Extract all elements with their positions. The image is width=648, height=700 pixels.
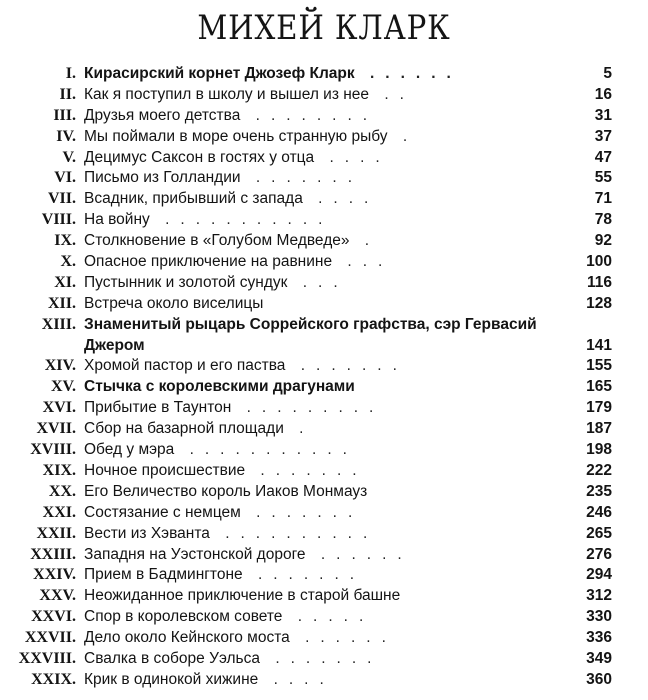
chapter-entry <box>84 670 572 691</box>
chapter-title: Прибытие в Таунтон <box>84 399 232 417</box>
page-number: 276 <box>586 545 612 563</box>
chapter-entry <box>84 189 572 210</box>
chapter-title: Крик в одинокой хижине <box>84 670 259 688</box>
chapter-number: XIX. <box>42 461 76 479</box>
chapter-number: XVI. <box>42 399 76 417</box>
chapter-entry <box>84 524 572 545</box>
chapter-title: Столкновение в «Голубом Медведе» <box>84 232 350 250</box>
toc-row <box>0 252 648 273</box>
page-number: 294 <box>586 566 612 584</box>
chapter-entry <box>84 461 572 482</box>
dot-leader: ...... <box>305 545 413 563</box>
page-number: 155 <box>586 357 612 375</box>
toc-row <box>0 189 648 210</box>
chapter-title: Встреча около виселицы <box>84 294 264 312</box>
toc-row <box>0 607 648 628</box>
toc-row <box>0 398 648 419</box>
chapter-title: Его Величество король Иаков Монмауз <box>84 482 368 500</box>
dot-leader: . <box>283 420 315 438</box>
chapter-number: XVIII. <box>30 441 76 459</box>
dot-leader: ....... <box>260 649 383 667</box>
dot-leader: ......... <box>231 399 385 417</box>
chapter-number: XI. <box>54 273 76 291</box>
chapter-entry <box>84 64 572 85</box>
page-number: 31 <box>594 106 612 124</box>
page-number: 336 <box>586 629 612 647</box>
toc-row <box>0 315 648 357</box>
dot-leader: .... <box>258 670 335 688</box>
chapter-title: Дело около Кейнского моста <box>84 629 290 647</box>
dot-leader: ..... <box>282 608 375 626</box>
chapter-entry <box>84 545 572 566</box>
chapter-title: Кирасирский корнет Джозеф Кларк <box>84 65 355 82</box>
page-number: 47 <box>594 148 612 166</box>
chapter-title: Хромой пастор и его паства <box>84 357 286 375</box>
dot-leader: ....... <box>285 357 408 375</box>
dot-leader: ... <box>332 253 394 271</box>
chapter-entry <box>84 210 572 231</box>
page-number: 37 <box>594 127 612 145</box>
chapter-title: Прием в Бадмингтоне <box>84 566 243 584</box>
page-number: 187 <box>586 420 612 438</box>
page-number: 330 <box>586 608 612 626</box>
chapter-number: XXVI. <box>31 608 76 626</box>
chapter-number: VIII. <box>41 211 76 229</box>
chapter-title: Знаменитый рыцарь Соррейского графства, сэр Гервасий Джером <box>84 315 537 354</box>
toc-row <box>0 231 648 252</box>
chapter-number: XII. <box>47 294 76 312</box>
page-number: 128 <box>586 294 612 312</box>
chapter-number: XXV. <box>39 587 76 605</box>
toc-row <box>0 294 648 315</box>
dot-leader: .... <box>302 190 380 208</box>
chapter-number: XV. <box>50 378 76 396</box>
toc-row <box>0 524 648 545</box>
toc-row <box>0 106 648 127</box>
chapter-entry <box>84 565 572 586</box>
toc-row <box>0 545 648 566</box>
toc-row <box>0 565 648 586</box>
chapter-number: XIII. <box>41 315 76 333</box>
page-number: 141 <box>586 336 612 354</box>
page-number: 5 <box>603 65 612 82</box>
dot-leader: ........... <box>149 211 334 229</box>
toc-row <box>0 168 648 189</box>
chapter-number: XXVIII. <box>18 649 76 667</box>
chapter-entry <box>84 106 572 127</box>
chapter-title: Свалка в соборе Уэльса <box>84 649 261 667</box>
chapter-entry <box>84 294 572 315</box>
chapter-title: Как я поступил в школу и вышел из нее <box>84 85 370 103</box>
book-title: МИХЕЙ КЛАРК <box>197 8 451 48</box>
dot-leader: ... <box>287 273 349 291</box>
toc-row <box>0 273 648 294</box>
page-number: 349 <box>586 649 612 667</box>
dot-leader: .... <box>314 148 391 166</box>
chapter-title: Ночное происшествие <box>84 461 246 479</box>
chapter-title: Неожиданное приключение в старой башне <box>84 587 401 605</box>
toc-row <box>0 670 648 691</box>
chapter-entry <box>84 440 572 461</box>
chapter-entry <box>84 148 572 169</box>
chapter-title: Всадник, прибывший с запада <box>84 190 303 208</box>
chapter-number: II. <box>59 85 76 103</box>
chapter-number: I. <box>65 65 76 82</box>
chapter-entry <box>84 168 572 189</box>
page-number: 71 <box>594 190 612 208</box>
page-number: 360 <box>586 670 612 688</box>
chapter-title: Децимус Саксон в гостях у отца <box>84 148 315 166</box>
chapter-number: VI. <box>54 169 76 187</box>
chapter-title: Пустынник и золотой сундук <box>84 273 288 291</box>
dot-leader: .......... <box>209 524 379 542</box>
toc-row <box>0 419 648 440</box>
chapter-title: Стычка с королевскими драгунами <box>84 378 355 396</box>
page-number: 246 <box>586 503 612 521</box>
page-number: 55 <box>594 169 612 187</box>
chapter-entry <box>84 586 572 607</box>
page-number: 16 <box>594 85 612 103</box>
toc-row <box>0 210 648 231</box>
page-number: 78 <box>594 211 612 229</box>
dot-leader: ....... <box>245 461 368 479</box>
chapter-number: XXVII. <box>24 629 76 647</box>
chapter-number: XX. <box>48 482 76 500</box>
chapter-title: Друзья моего детства <box>84 106 241 124</box>
chapter-number: XIV. <box>44 357 76 375</box>
chapter-entry <box>84 231 572 252</box>
page-number: 165 <box>586 378 612 396</box>
dot-leader: ........... <box>174 441 358 459</box>
page-number: 265 <box>586 524 612 542</box>
dot-leader: .. <box>369 85 415 103</box>
page-number: 198 <box>586 441 612 459</box>
table-of-contents <box>0 64 648 696</box>
chapter-number: IV. <box>56 127 76 145</box>
chapter-title: Западня на Уэстонской дороге <box>84 545 306 563</box>
chapter-title: Опасное приключение на равнине <box>84 253 333 271</box>
toc-row <box>0 461 648 482</box>
toc-row <box>0 482 648 503</box>
chapter-title: Мы поймали в море очень странную рыбу <box>84 127 388 145</box>
chapter-entry <box>84 482 572 503</box>
page-number: 92 <box>594 232 612 250</box>
chapter-entry <box>84 398 572 419</box>
chapter-entry <box>84 356 572 377</box>
chapter-title: На войну <box>84 211 150 229</box>
dot-leader: ....... <box>242 566 366 584</box>
page-number: 116 <box>586 273 612 291</box>
chapter-entry <box>84 315 572 357</box>
chapter-entry <box>84 252 572 273</box>
dot-leader: ...... <box>289 629 397 647</box>
toc-row <box>0 440 648 461</box>
chapter-title: Состязание с немцем <box>84 503 241 521</box>
chapter-entry <box>84 607 572 628</box>
chapter-entry <box>84 377 572 398</box>
chapter-title: Письмо из Голландии <box>84 169 241 187</box>
toc-row <box>0 649 648 670</box>
chapter-entry <box>84 85 572 106</box>
page-number: 179 <box>586 399 612 417</box>
chapter-entry <box>84 649 572 670</box>
chapter-number: XXIII. <box>30 545 76 563</box>
page-number: 100 <box>586 253 612 271</box>
chapter-number: XXII. <box>36 524 76 542</box>
chapter-entry <box>84 628 572 649</box>
chapter-entry <box>84 503 572 524</box>
page-number: 222 <box>586 461 612 479</box>
page-number: 235 <box>586 482 612 500</box>
chapter-number: XXIV. <box>33 566 76 584</box>
chapter-title: Вести из Хэванта <box>84 524 210 542</box>
chapter-number: IX. <box>54 232 76 250</box>
toc-row <box>0 377 648 398</box>
chapter-number: XXIX. <box>31 670 76 688</box>
toc-row <box>0 64 648 85</box>
chapter-number: III. <box>53 106 76 124</box>
chapter-entry <box>84 273 572 294</box>
chapter-number: XXI. <box>42 503 76 521</box>
dot-leader: . <box>387 127 419 145</box>
page-number: 312 <box>586 587 612 605</box>
toc-row <box>0 127 648 148</box>
toc-row <box>0 503 648 524</box>
toc-row <box>0 356 648 377</box>
dot-leader: . <box>349 232 381 250</box>
dot-leader: ....... <box>240 503 364 521</box>
chapter-entry <box>84 127 572 148</box>
chapter-number: X. <box>60 253 76 271</box>
dot-leader: ...... <box>354 65 462 82</box>
dot-leader: ........ <box>240 106 379 124</box>
chapter-entry <box>84 419 572 440</box>
toc-row <box>0 148 648 169</box>
chapter-number: XVII. <box>36 420 76 438</box>
toc-row <box>0 85 648 106</box>
chapter-title: Обед у мэра <box>84 441 175 459</box>
toc-row <box>0 586 648 607</box>
chapter-title: Сбор на базарной площади <box>84 420 284 438</box>
chapter-title: Спор в королевском совете <box>84 608 283 626</box>
toc-row <box>0 628 648 649</box>
chapter-number: V. <box>62 148 76 166</box>
dot-leader: ....... <box>240 169 363 187</box>
chapter-number: VII. <box>47 190 76 208</box>
